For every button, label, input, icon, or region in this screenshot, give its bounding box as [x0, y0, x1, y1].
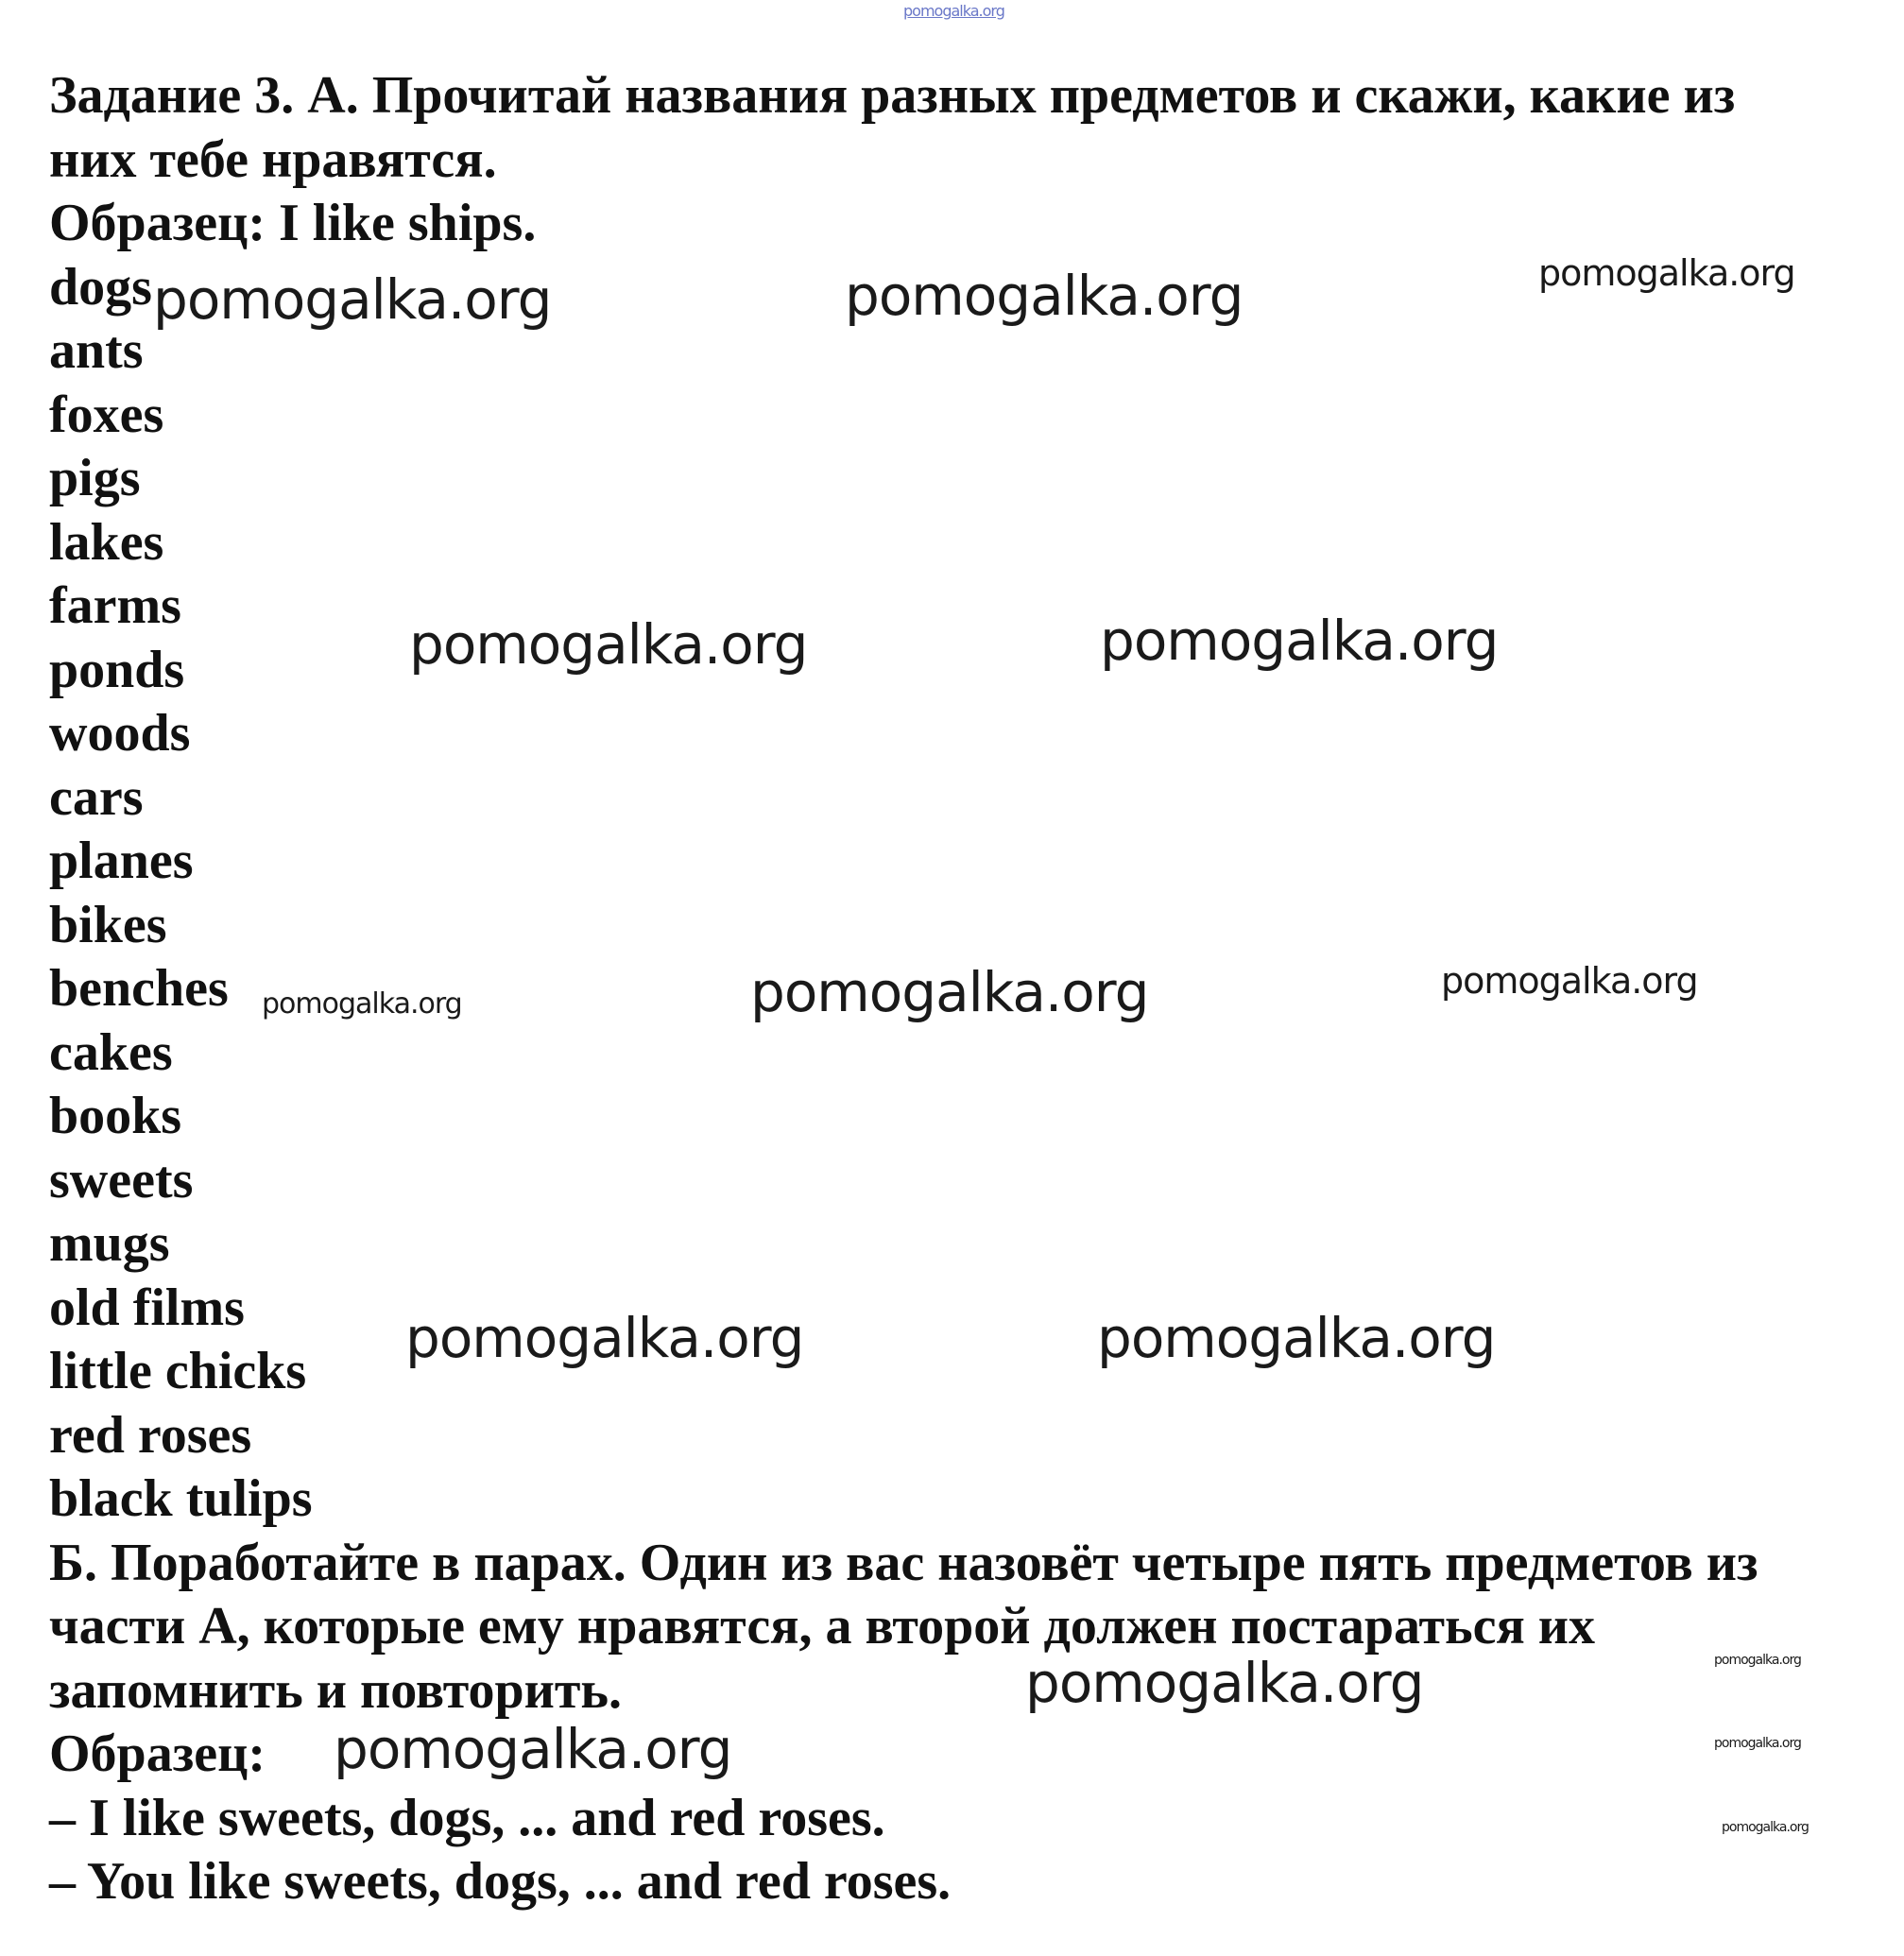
task-title-line-1: Задание 3. А. Прочитай названия разных предметов и скажи, какие из — [49, 66, 1736, 125]
part-b-example-label: Образец: — [49, 1724, 266, 1783]
task-title-line-2: них тебе нравятся. — [49, 129, 497, 189]
list-item: sweets — [49, 1150, 194, 1210]
list-item: ants — [49, 321, 144, 380]
task-example: Образец: I like ships. — [49, 194, 537, 252]
list-item: planes — [49, 832, 194, 890]
list-item: dogs — [49, 257, 152, 317]
part-b-line-3: запомнить и повторить. — [49, 1660, 623, 1720]
watermark: pomogalka.org — [1714, 1736, 1801, 1751]
list-item: old films — [49, 1278, 245, 1337]
list-item: bikes — [49, 895, 167, 954]
watermark: pomogalka.org — [845, 264, 1244, 328]
list-item: woods — [49, 704, 191, 763]
list-item: pigs — [49, 449, 141, 507]
watermark: pomogalka.org — [405, 1306, 804, 1370]
part-b-line-1: Б. Поработайте в парах. Один из вас назовёт четыре пять предметов из — [49, 1533, 1758, 1592]
watermark: pomogalka.org — [153, 267, 552, 332]
list-item: little chicks — [49, 1342, 307, 1400]
watermark: pomogalka.org — [334, 1717, 732, 1781]
list-item: ponds — [49, 640, 185, 699]
watermark: pomogalka.org — [1714, 1653, 1801, 1668]
watermark: pomogalka.org — [1100, 609, 1499, 673]
list-item: farms — [49, 576, 181, 635]
part-b-dialog-2: – You like sweets, dogs, ... and red roses. — [49, 1852, 952, 1911]
part-b-dialog-1: – I like sweets, dogs, ... and red roses. — [49, 1788, 885, 1847]
list-item: mugs — [49, 1214, 170, 1273]
list-item: black tulips — [49, 1469, 313, 1528]
list-item: foxes — [49, 385, 164, 444]
list-item: cars — [49, 767, 144, 827]
list-item: lakes — [49, 512, 164, 572]
watermark: pomogalka.org — [1441, 960, 1698, 1002]
watermark: pomogalka.org — [1097, 1306, 1496, 1370]
part-b-line-2: части А, которые ему нравятся, а второй должен постараться их — [49, 1597, 1596, 1656]
watermark: pomogalka.org — [750, 960, 1149, 1024]
watermark: pomogalka.org — [1722, 1820, 1809, 1835]
watermark: pomogalka.org — [409, 612, 808, 677]
list-item: cakes — [49, 1022, 173, 1082]
watermark: pomogalka.org — [1538, 252, 1795, 294]
header-watermark[interactable]: pomogalka.org — [903, 2, 1004, 20]
list-item: red roses — [49, 1405, 252, 1465]
watermark: pomogalka.org — [1025, 1651, 1424, 1715]
watermark: pomogalka.org — [262, 987, 462, 1021]
list-item: books — [49, 1087, 182, 1145]
list-item: benches — [49, 959, 229, 1018]
